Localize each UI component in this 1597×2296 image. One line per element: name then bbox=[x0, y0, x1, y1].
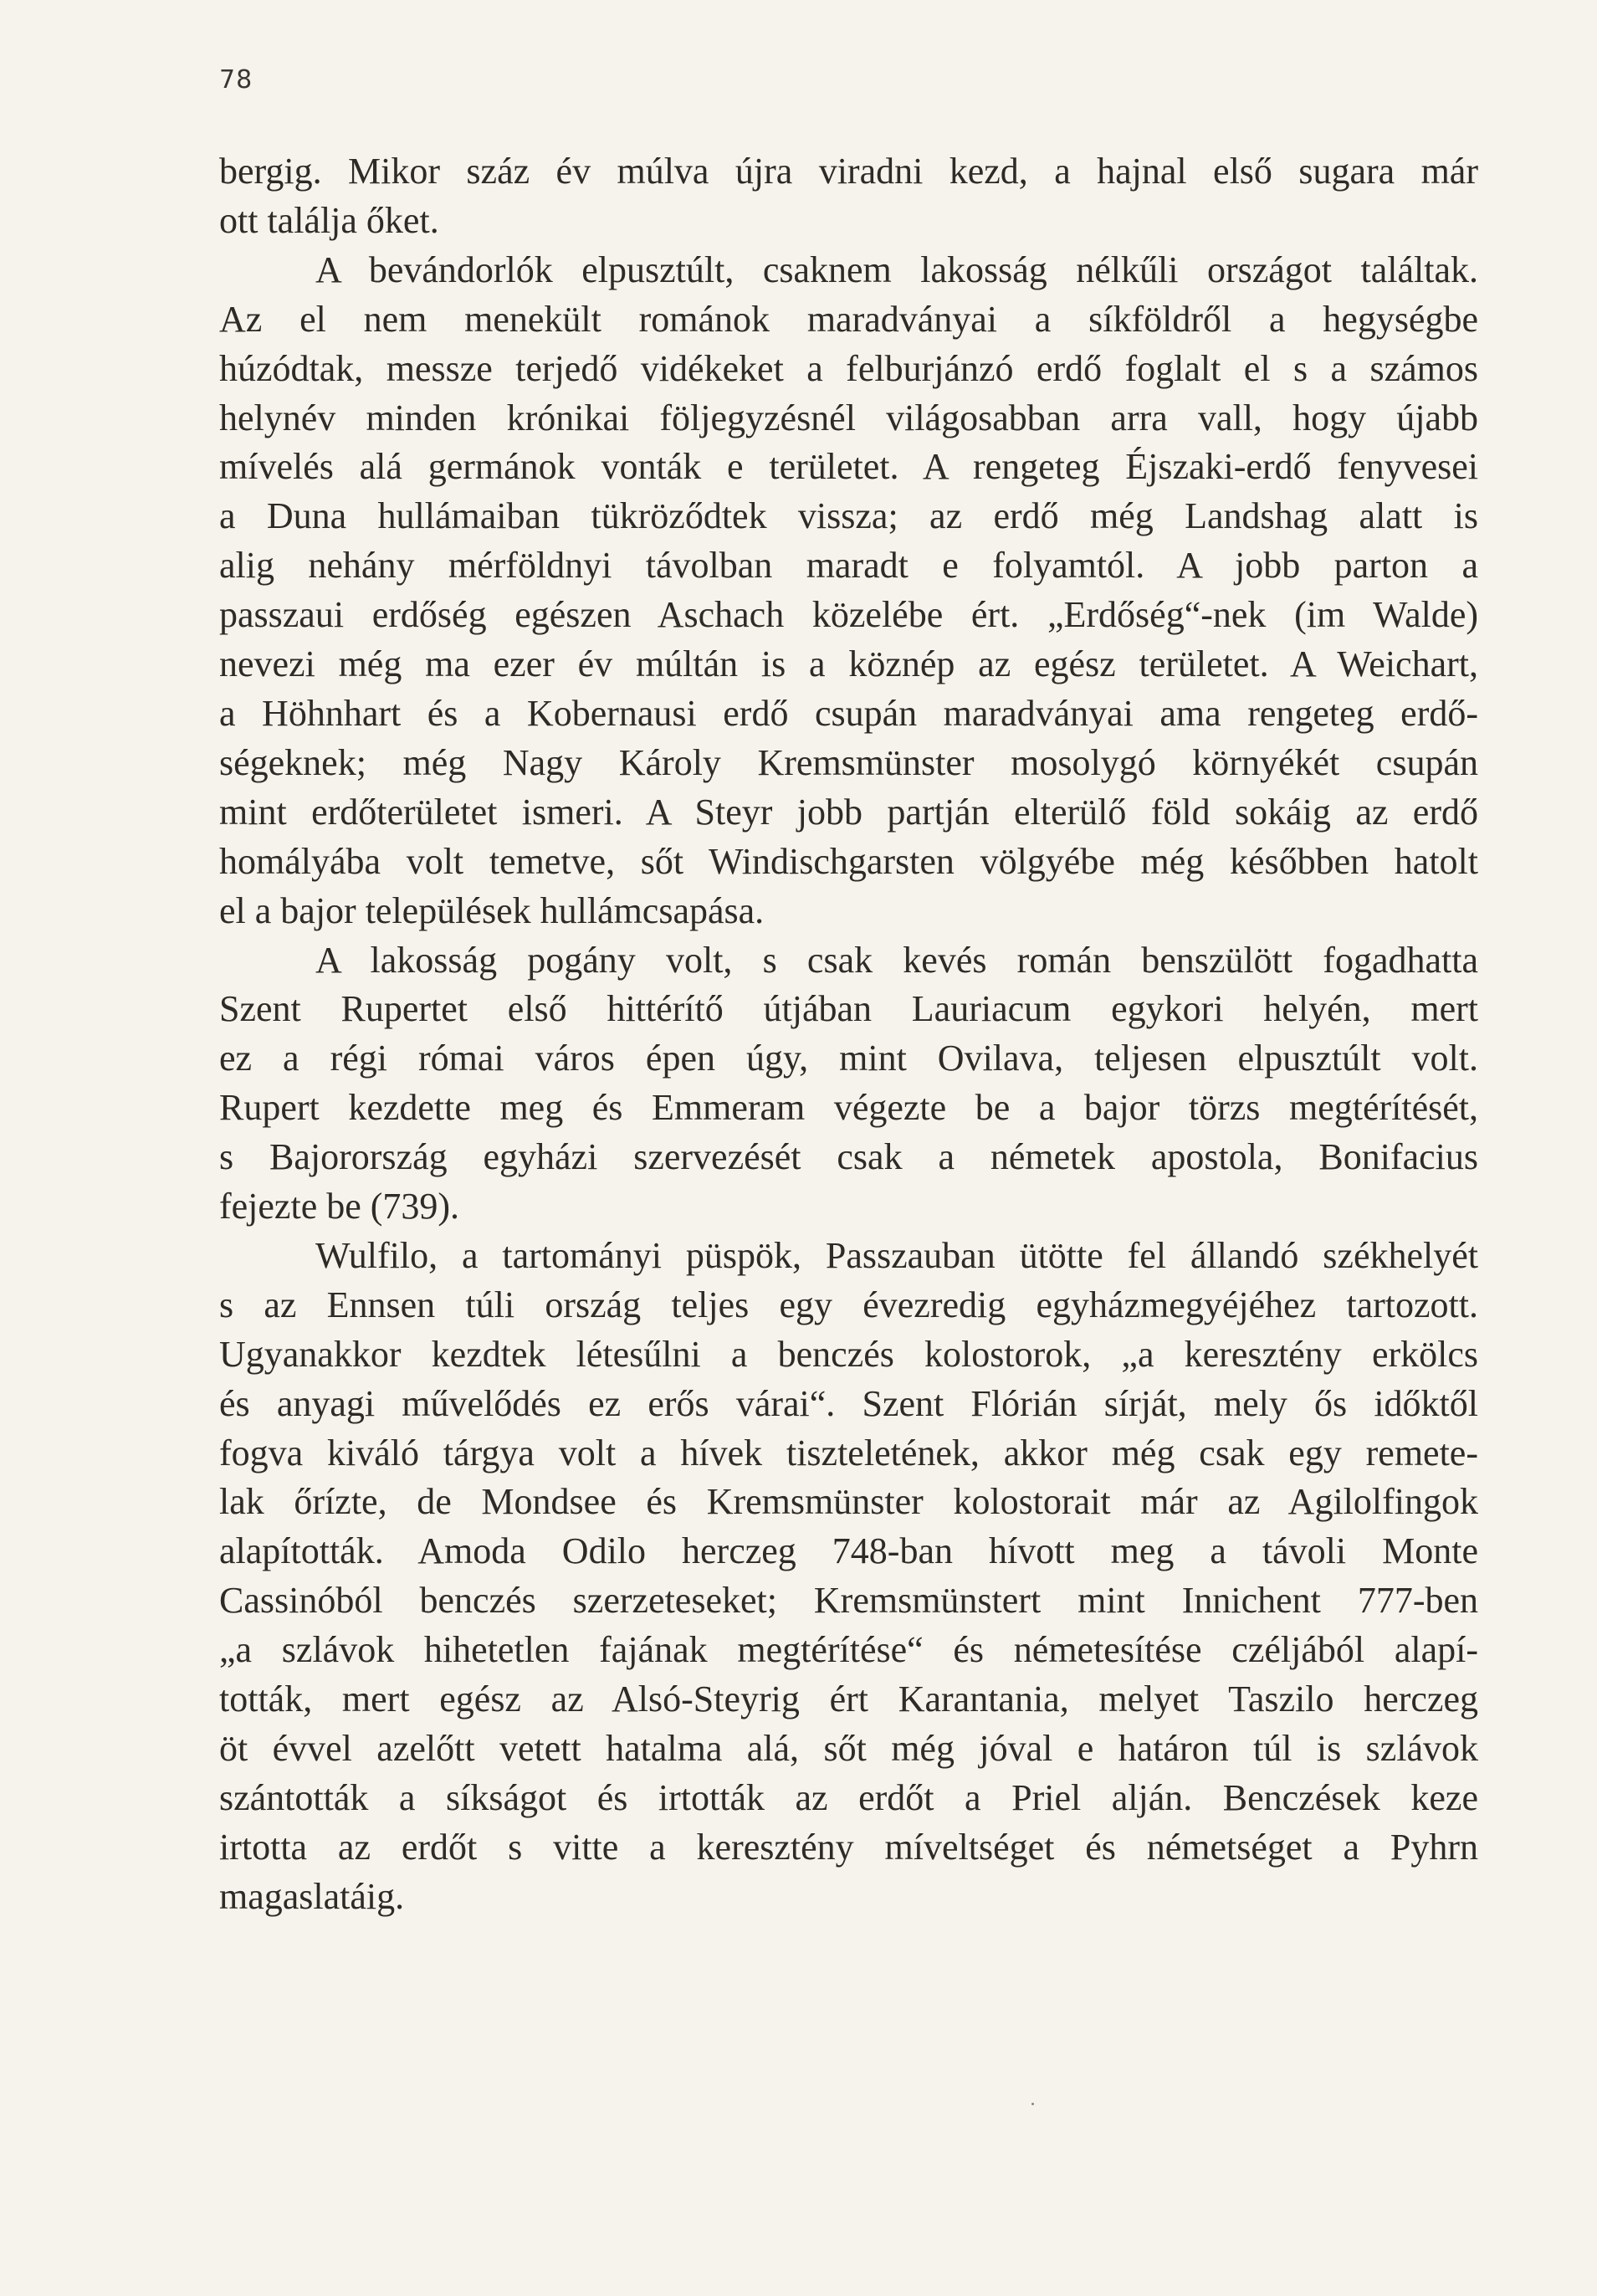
body-text bbox=[219, 147, 1478, 1922]
text-line: s Bajorország egyházi szervezését csak a németek apostola, Bonifacius bbox=[219, 1136, 1478, 1178]
text-line: lak őrízte, de Mondsee és Kremsmünster kolostorait már az Agilolfingok bbox=[219, 1481, 1478, 1523]
paragraph-3 bbox=[219, 936, 1478, 1232]
text-line: nevezi még ma ezer év múltán is a köznép az egész területet. A Weichart, bbox=[219, 643, 1478, 685]
text-line: homályába volt temetve, sőt Windischgarsten völgyébe még későbben hatolt bbox=[219, 840, 1478, 882]
text-line: helynév minden krónikai följegyzésnél világosabban arra vall, hogy újabb bbox=[219, 397, 1478, 438]
text-line: a Duna hullámaiban tükröződtek vissza; az erdő még Landshag alatt is bbox=[219, 495, 1478, 537]
text-line: A bevándorlók elpusztúlt, csaknem lakosság nélkűli országot találtak. bbox=[315, 249, 1478, 290]
text-line: tották, mert egész az Alsó-Steyrig ért Karantania, melyet Taszilo herczeg bbox=[219, 1678, 1478, 1720]
text-line: ott találja őket. bbox=[219, 199, 439, 241]
text-line: irtotta az erdőt s vitte a keresztény míveltséget és németséget a Pyhrn bbox=[219, 1826, 1478, 1868]
paragraph-1 bbox=[219, 147, 1478, 246]
text-line: magaslatáig. bbox=[219, 1875, 405, 1917]
paper-speck bbox=[1031, 2103, 1034, 2105]
text-line: „a szlávok hihetetlen fajának megtérítése“ és németesítése czéljából alapí- bbox=[219, 1629, 1478, 1671]
text-line: a Höhnhart és a Kobernausi erdő csupán maradványai ama rengeteg erdő- bbox=[219, 692, 1478, 734]
text-line: passzaui erdőség egészen Aschach közelébe ért. „Erdőség“-nek (im Walde) bbox=[219, 594, 1478, 636]
text-line: Cassinóból benczés szerzeteseket; Kremsmünstert mint Innichent 777-ben bbox=[219, 1580, 1478, 1622]
text-line: mívelés alá germánok vonták e területet. A rengeteg Éjszaki-erdő fenyvesei bbox=[219, 446, 1478, 488]
text-line: Szent Rupertet első hittérítő útjában Lauriacum egykori helyén, mert bbox=[219, 988, 1478, 1030]
text-line: Rupert kezdette meg és Emmeram végezte be a bajor törzs megtérítését, bbox=[219, 1087, 1478, 1129]
text-line: alapították. Amoda Odilo herczeg 748-ban hívott meg a távoli Monte bbox=[219, 1530, 1478, 1572]
page-number: 78 bbox=[219, 65, 253, 95]
text-line: s az Ennsen túli ország teljes egy évezredig egyházmegyéjéhez tartozott. bbox=[219, 1284, 1478, 1325]
text-line: fogva kiváló tárgya volt a hívek tiszteletének, akkor még csak egy remete- bbox=[219, 1432, 1478, 1473]
text-line: alig nehány mérföldnyi távolban maradt e folyamtól. A jobb parton a bbox=[219, 545, 1478, 587]
text-line: ségeknek; még Nagy Károly Kremsmünster mosolygó környékét csupán bbox=[219, 741, 1478, 783]
paragraph-4 bbox=[219, 1232, 1478, 1922]
text-line: szántották a síkságot és irtották az erdőt a Priel alján. Benczések keze bbox=[219, 1776, 1478, 1818]
text-line: Wulfilo, a tartományi püspök, Passzauban ütötte fel állandó székhelyét bbox=[315, 1234, 1478, 1276]
text-line: A lakosság pogány volt, s csak kevés román benszülött fogadhatta bbox=[315, 939, 1478, 981]
text-line: ez a régi római város épen úgy, mint Ovilava, teljesen elpusztúlt volt. bbox=[219, 1038, 1478, 1079]
paragraph-2 bbox=[219, 246, 1478, 936]
text-line: Az el nem menekült románok maradványai a síkföldről a hegységbe bbox=[219, 298, 1478, 340]
text-line: és anyagi művelődés ez erős várai“. Szent Flórián sírját, mely ős időktől bbox=[219, 1382, 1478, 1424]
text-line: Ugyanakkor kezdtek létesűlni a benczés kolostorok, „a keresztény erkölcs bbox=[219, 1333, 1478, 1375]
text-line: fejezte be (739). bbox=[219, 1186, 460, 1227]
text-line: bergig. Mikor száz év múlva újra viradni kezd, a hajnal első sugara már bbox=[219, 151, 1478, 192]
text-line: öt évvel azelőtt vetett hatalma alá, sőt még jóval e határon túl is szlávok bbox=[219, 1728, 1478, 1769]
text-line: mint erdőterületet ismeri. A Steyr jobb partján elterülő föld sokáig az erdő bbox=[219, 791, 1478, 833]
text-line: húzódtak, messze terjedő vidékeket a felburjánzó erdő foglalt el s a számos bbox=[219, 347, 1478, 389]
text-line: el a bajor települések hullámcsapása. bbox=[219, 889, 765, 931]
